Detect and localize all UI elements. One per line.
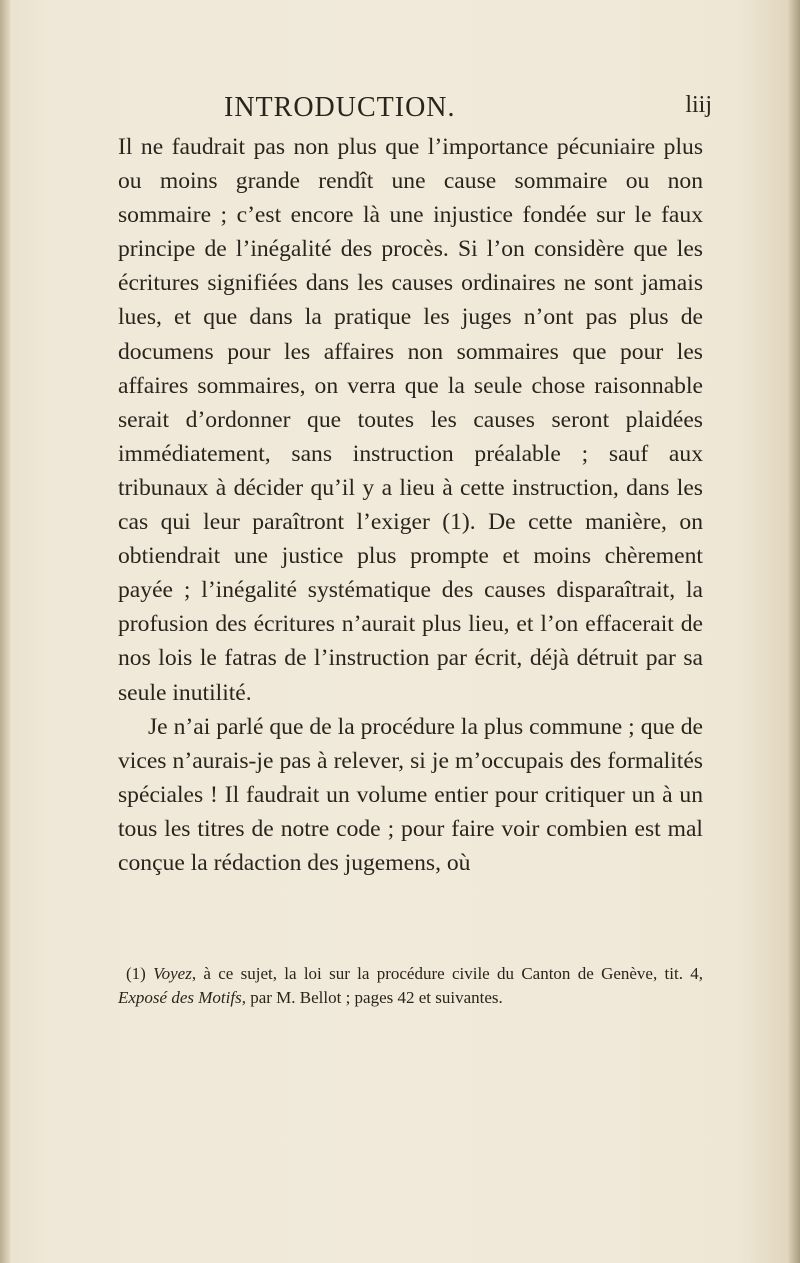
footnote-marker: (1) — [126, 964, 146, 983]
footnote-italic-lead: Voyez — [153, 964, 192, 983]
page-edge — [786, 0, 800, 1263]
main-text — [118, 130, 703, 880]
footnote-italic-title: Exposé des Motifs — [118, 988, 242, 1007]
footnote-text-1: , à ce sujet, la loi sur la procédure civile du Canton de Genève, tit. 4, — [191, 964, 703, 983]
footnote — [118, 962, 703, 1010]
paragraph-2: Je n’ai parlé que de la procédure la plus commune ; que de vices n’aurais-je pas à relever, si je m’occupais des formalités spéciales ! Il faudrait un volume entier pour critiquer un à un tous les titres de notre code ; pour faire voir combien est mal conçue la rédaction des jugemens, où — [118, 713, 703, 876]
footnote-1 — [118, 962, 703, 1010]
paragraph-1: Il ne faudrait pas non plus que l’importance pécuniaire plus ou moins grande rendît une cause sommaire ou non sommaire ; c’est encore là une injustice fondée sur le faux principe de l’inégalité des procès. Si l’on considère que les écritures signifiées dans les causes ordinaires ne sont jamais lues, et que dans la pratique les juges n’ont pas plus de documens pour les affaires non sommaires que pour les affaires sommaires, on verra que la seule chose raisonnable serait d’ordonner que toutes les causes seront plaidées immédiatement, sans instruction préalable ; sauf aux tribunaux à décider qu’il y a lieu à cette instruction, dans les cas qui leur paraîtront l’exiger (1). De cette manière, on obtiendrait une justice plus prompte et moins chèrement payée ; l’inégalité systématique des causes disparaîtrait, la profusion des écritures n’aurait plus lieu, et l’on effacerait de nos lois le fatras de l’instruction par écrit, déjà détruit par sa seule inutilité. — [118, 134, 703, 706]
page-gutter — [0, 0, 10, 1263]
running-title: INTRODUCTION. — [224, 92, 456, 123]
running-header — [224, 92, 712, 128]
page-number: liij — [685, 92, 712, 118]
footnote-text-2: , par M. Bellot ; pages 42 et suivantes. — [241, 988, 503, 1007]
